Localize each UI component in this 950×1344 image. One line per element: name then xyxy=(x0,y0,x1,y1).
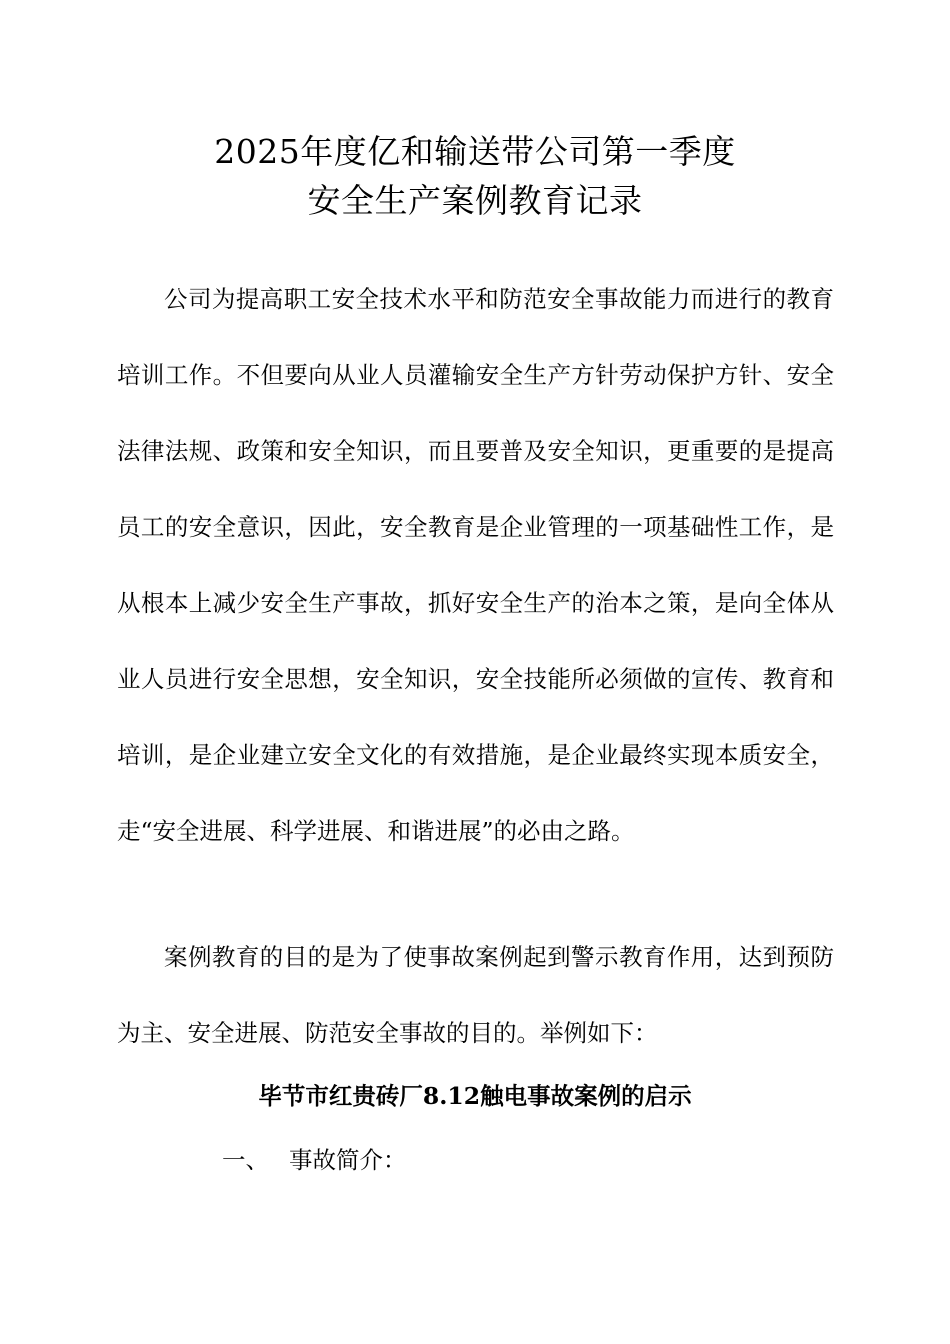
section-heading xyxy=(222,1140,407,1180)
document-title-line-1: 2025年度亿和输送带公司第一季度 xyxy=(214,132,736,171)
document-title-line-2: 安全生产案例教育记录 xyxy=(307,181,643,220)
purpose-paragraph: 案例教育的目的是为了使事故案例起到警示教育作用，达到预防为主、安全进展、防范安全事故的目的。举例如下： xyxy=(117,943,834,1047)
section-number: 一、 xyxy=(222,1146,269,1174)
section-title: 事故简介： xyxy=(289,1146,407,1174)
case-title: 毕节市红贵砖厂8.12触电事故案例的启示 xyxy=(258,1082,692,1110)
intro-paragraph: 公司为提高职工安全技术水平和防范安全事故能力而进行的教育培训工作。不但要向从业人员灌输安全生产方针劳动保护方针、安全法律法规、政策和安全知识，而且要普及安全知识，更重要的是提高员工的安全意识，因此，安全教育是企业管理的一项基础性工作，是从根本上减少安全生产事故，抓好安全生产的治本之策，是向全体从业人员进行安全思想，安全知识，安全技能所必须做的宣传、教育和培训，是企业建立安全文化的有效措施，是企业最终实现本质安全，走“安全进展、科学进展、和谐进展”的必由之路。 xyxy=(117,285,834,845)
